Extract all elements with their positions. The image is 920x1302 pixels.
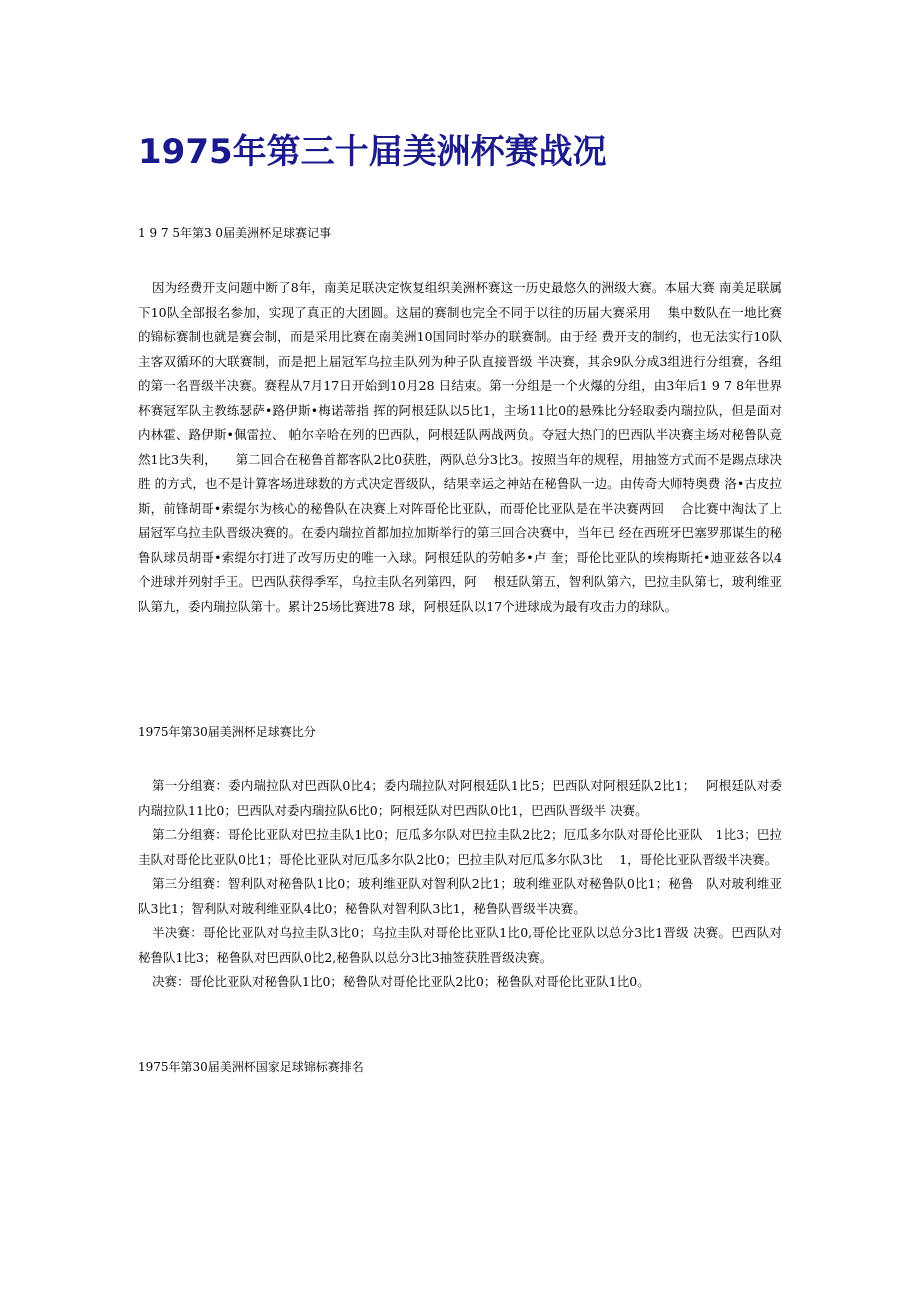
page-title: 1975年第三十届美洲杯赛战况 [138,132,607,172]
scores-heading: 1975年第30届美洲杯足球赛比分 [138,725,316,739]
article-subtitle: 1 9 7 5年第3 0届美洲杯足球赛记事 [138,226,332,240]
ranking-heading: 1975年第30届美洲杯国家足球锦标赛排名 [138,1060,364,1074]
score-group-3: 第三分组赛：智利队对秘鲁队1比0；玻利维亚队对智利队2比1；玻利维亚队对秘鲁队0比1；秘鲁 队对玻利维亚队3比1；智利队对玻利维亚队4比0；秘鲁队对智利队3比1，秘鲁队晋级半决赛。 [138,876,782,916]
scores-list [138,774,782,995]
score-group-2: 第二分组赛：哥伦比亚队对巴拉圭队1比0；厄瓜多尔队对巴拉圭队2比2；厄瓜多尔队对哥伦比亚队 1比3；巴拉圭队对哥伦比亚队0比1；哥伦比亚队对厄瓜多尔队2比0；巴拉圭队对厄瓜多尔队3比 1，哥伦比亚队晋级半决赛。 [138,827,782,867]
score-group-1: 第一分组赛：委内瑞拉队对巴西队0比4；委内瑞拉队对阿根廷队1比5；巴西队对阿根廷队2比1； 阿根廷队对委内瑞拉队11比0；巴西队对委内瑞拉队6比0；阿根廷队对巴西队0比1，巴西队晋级半 决赛。 [138,778,782,818]
score-final: 决赛：哥伦比亚队对秘鲁队1比0；秘鲁队对哥伦比亚队2比0；秘鲁队对哥伦比亚队1比0。 [152,974,650,989]
score-semifinal: 半决赛：哥伦比亚队对乌拉圭队3比0；乌拉圭队对哥伦比亚队1比0,哥伦比亚队以总分3比1晋级 决赛。巴西队对秘鲁队1比3；秘鲁队对巴西队0比2,秘鲁队以总分3比3抽签获胜晋级决赛。 [138,925,782,965]
intro-paragraph: 因为经费开支问题中断了8年，南美足联决定恢复组织美洲杯赛这一历史最悠久的洲级大赛。本届大赛 南美足联属下10队全部报名参加，实现了真正的大团圆。这届的赛制也完全不同于以往的历届大赛采用 集中数队在一地比赛的锦标赛制也就是赛会制，而是采用比赛在南美洲10国同时举办的联赛制。由于经 费开支的制约，也无法实行10队主客双循环的大联赛制，而是把上届冠军乌拉圭队列为种子队直接晋级 半决赛，其余9队分成3组进行分组赛，各组的第一名晋级半决赛。赛程从7月17日开始到10月28 日结束。第一分组是一个火爆的分组，由3年后1 9 7 8年世界杯赛冠军队主教练瑟萨•路伊斯•梅诺蒂指 挥的阿根廷队以5比1，主场11比0的悬殊比分轻取委内瑞拉队，但是面对内林霍、路伊斯•佩雷拉、 帕尔辛哈在列的巴西队，阿根廷队两战两负。夺冠大热门的巴西队半决赛主场对秘鲁队竟然1比3失利， 第二回合在秘鲁首都客队2比0获胜，两队总分3比3。按照当年的规程，用抽签方式而不是踢点球决胜 的方式，也不是计算客场进球数的方式决定晋级队，结果幸运之神站在秘鲁队一边。由传奇大师特奥费 洛•古皮拉斯，前锋胡哥•索缇尔为核心的秘鲁队在决赛上对阵哥伦比亚队，而哥伦比亚队是在半决赛两回 合比赛中淘汰了上届冠军乌拉圭队晋级决赛的。在委内瑞拉首都加拉加斯举行的第三回合决赛中，当年已 经在西班牙巴塞罗那谋生的秘鲁队球员胡哥•索缇尔打进了改写历史的唯一入球。阿根廷队的劳帕多•卢 奎；哥伦比亚队的埃梅斯托•迪亚兹各以4个进球并列射手王。巴西队获得季军，乌拉圭队名列第四，阿 根廷队第五，智利队第六，巴拉圭队第七，玻利维亚队第九，委内瑞拉队第十。累计25场比赛进78 球，阿根廷队以17个进球成为最有攻击力的球队。 [138,280,782,614]
